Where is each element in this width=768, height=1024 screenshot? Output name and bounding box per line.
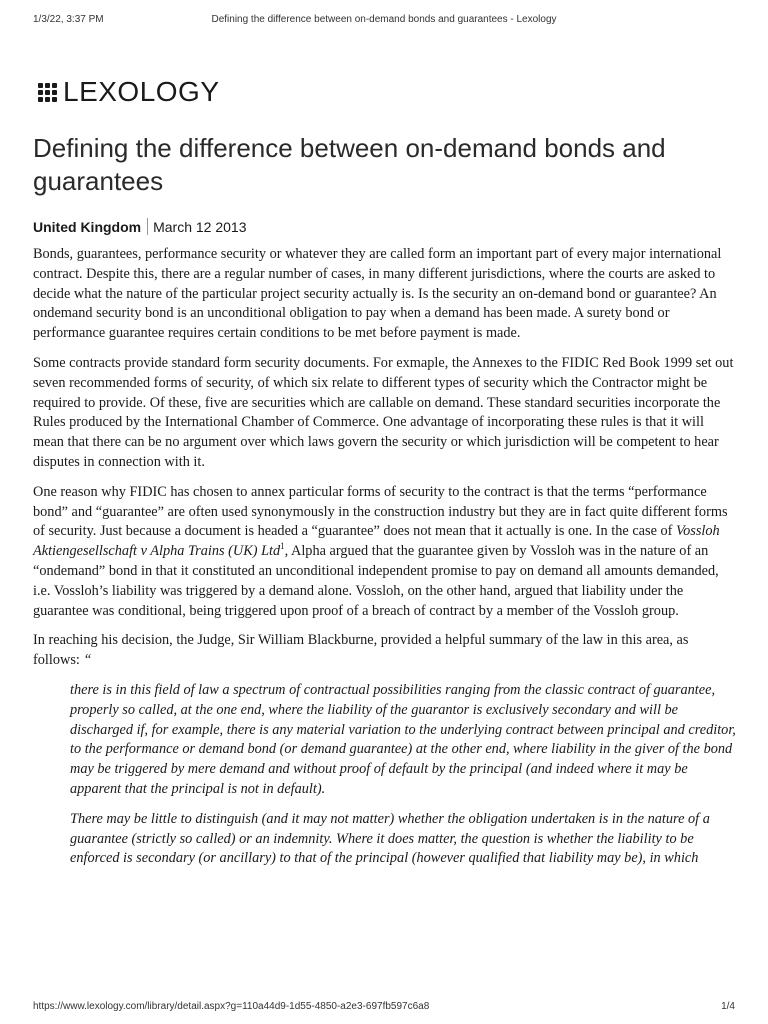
grid-dots-icon	[38, 83, 57, 102]
paragraph-2: Some contracts provide standard form security documents. For exmaple, the Annexes to the FIDIC Red Book 1999 set out seven recommended forms of security, of which six relate to different types of security which the Contractor might be required to provide. Of these, five are securities which are callable on demand. These standard securities incorporate the Rules produced by the International Chamber of Commerce. One advantage of incorporating these rules is that it will mean that there can be no argument over which laws govern the security or which jurisdiction will be competent to hear disputes in connection with it.	[33, 354, 734, 470]
case-name: Vossloh Aktiengesellschaft v Alpha Trains (UK) Ltd	[33, 523, 720, 560]
meta-divider	[147, 218, 148, 235]
paragraph-3	[33, 483, 738, 622]
footnote-ref[interactable]: 1	[280, 541, 285, 552]
print-datetime: 1/3/22, 3:37 PM	[33, 14, 104, 25]
logo-text: LEXOLOGY	[63, 76, 220, 107]
quote-paragraph-2: There may be little to distinguish (and it may not matter) whether the obligation undertaken is in the nature of a guarantee (strictly so called) or an indemnity. Where it does matter, the question is whether the liability to be enforced is secondary (or ancillary) to that of the principal (however qualified that liability may be), in which	[70, 810, 710, 867]
paragraph-1: Bonds, guarantees, performance security or whatever they are called form an important part of every major international contract. Despite this, there are a regular number of cases, in many different jurisdictions, where the courts are asked to decide what the nature of the particular project security actually is. Is the security an on-demand bond or guarantee? An ondemand security bond is an unconditional obligation to pay when a demand has been made. A surety bond or performance guarantee requires certain conditions to be met before payment is made.	[33, 246, 722, 342]
article-date: March 12 2013	[153, 218, 247, 235]
article-title: Defining the difference between on-demand bonds and guarantees	[33, 133, 666, 196]
lexology-logo[interactable]	[38, 78, 220, 106]
paragraph-3-rest: , Alpha argued that the guarantee given by Vossloh was in the nature of an “ondemand” bond in that it constituted an unconditional independent promise to pay on demand all amounts demanded, i.e. Vossloh’s liability was triggered by a demand alone. Vossloh, on the other hand, argued that liability under the guarantee was conditional, being triggered upon proof of a breach of contract by a member of the Vossloh group.	[33, 543, 719, 619]
print-page-number: 1/4	[721, 1001, 735, 1012]
open-quote-mark: “	[83, 652, 92, 669]
paragraph-4	[33, 631, 738, 671]
print-page-title: Defining the difference between on-demand bonds and guarantees - Lexology	[211, 14, 557, 25]
article-body	[33, 245, 738, 879]
article-meta	[33, 218, 247, 235]
print-url: https://www.lexology.com/library/detail.aspx?g=110a44d9-1d55-4850-a2e3-697fb597c6a8	[33, 1001, 430, 1012]
paragraph-3-intro: One reason why FIDIC has chosen to annex particular forms of security to the contract is that the terms “performance bond” and “guarantee” are often used synonymously in the construction industry but they are in fact quite different forms of security. Just because a document is headed a “guarantee” does not mean that it actually is one. In the case of	[33, 483, 728, 540]
quote-paragraph-1: there is in this field of law a spectrum of contractual possibilities ranging from the classic contract of guarantee, properly so called, at the one end, where the liability of the guarantor is exclusively secondary and will be discharged if, for example, there is any material variation to the underlying contract between principal and creditor, to the performance or demand bond (or demand guarantee) at the other end, where liability in the giver of the bond may be triggered by mere demand and without proof of default by the principal (and indeed where it may be apparent that the principal is not in default).	[70, 681, 736, 797]
paragraph-4-text: In reaching his decision, the Judge, Sir William Blackburne, provided a helpful summary of the law in this area, as follows:	[33, 632, 689, 669]
jurisdiction-link[interactable]: United Kingdom	[33, 218, 142, 235]
